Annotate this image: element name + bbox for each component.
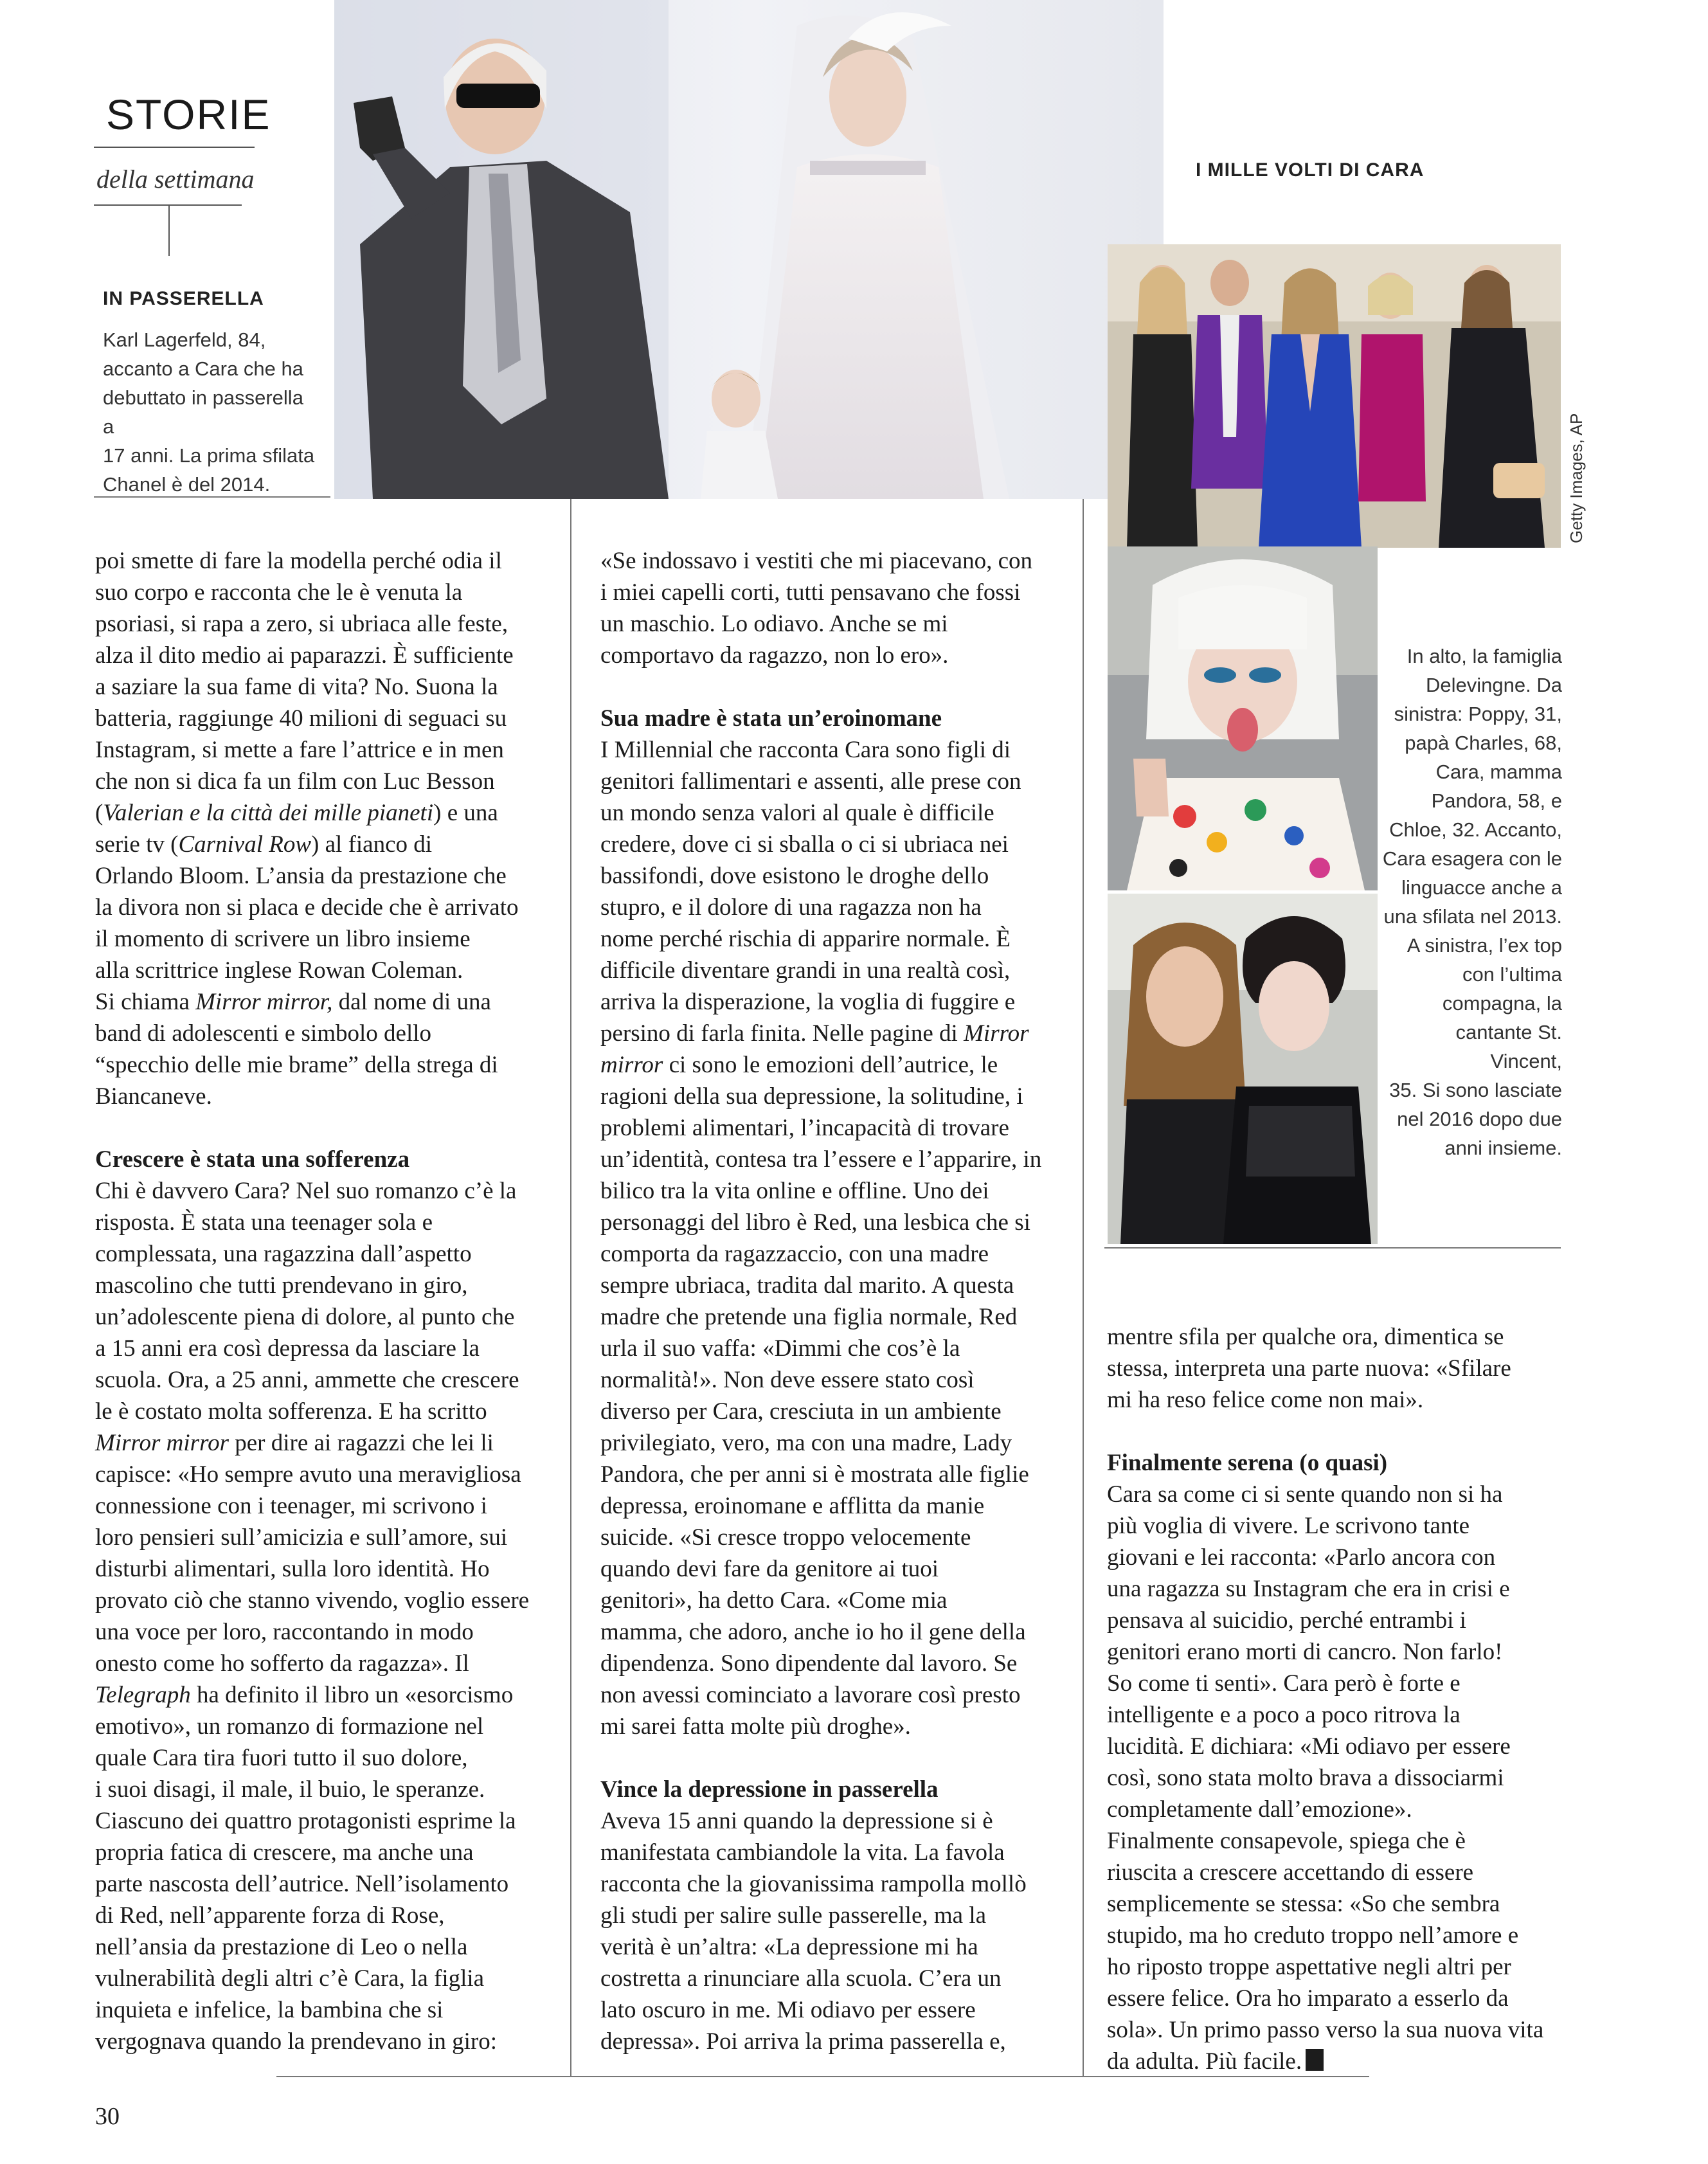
text-line: genitori fallimentari e assenti, alle prese con — [600, 768, 1021, 795]
text-line: mi sarei fatta molte più droghe». — [600, 1713, 911, 1740]
column-rule — [1104, 1247, 1561, 1249]
text-line: disturbi alimentari, sulla loro identità. Ho — [95, 1556, 490, 1582]
header-vertical-rule — [168, 204, 170, 256]
caption-line: Chloe, 32. Accanto, — [1389, 818, 1562, 841]
book-title: Mirror — [964, 1020, 1029, 1047]
end-mark-icon — [1306, 2049, 1324, 2071]
text-line: bassifondi, dove esistono le droghe dello — [600, 863, 989, 889]
text-line: sola». Un primo passo verso la sua nuova vita — [1107, 2017, 1544, 2043]
text-line: vergognava quando la prendevano in giro: — [95, 2028, 498, 2055]
text-line: arriva la disperazione, la voglia di fuggire e — [600, 989, 1016, 1015]
text-line: «Se indossavo i vestiti che mi piacevano, con — [600, 548, 1033, 574]
text-line: intelligente e a poco a poco ritrova la — [1107, 1702, 1461, 1728]
text-line: batteria, raggiunge 40 milioni di seguaci su — [95, 705, 507, 732]
text-line: dipendenza. Sono dipendente dal lavoro. Se — [600, 1650, 1018, 1677]
text-line: sempre ubriaca, tradita dal marito. A questa — [600, 1272, 1014, 1299]
text-line: scuola. Ora, a 25 anni, ammette che crescere — [95, 1367, 519, 1393]
text-line: I Millennial che racconta Cara sono figli di — [600, 737, 1011, 763]
text-line: psoriasi, si rapa a zero, si ubriaca alle feste, — [95, 611, 508, 637]
caption-line: anni insieme. — [1444, 1137, 1562, 1159]
text-line: pensava al suicidio, perché entrambi i — [1107, 1607, 1466, 1634]
text-run: persino di farla finita. Nelle pagine di — [600, 1020, 964, 1047]
text-line — [95, 797, 552, 829]
text-line: giovani e lei racconta: «Parlo ancora con — [1107, 1544, 1496, 1571]
column-rule — [570, 499, 571, 2076]
tongue-photo — [1108, 546, 1378, 890]
text-line: un’identità, contesa tra l’essere e l’apparire, in — [600, 1146, 1042, 1173]
couple-photo — [1108, 894, 1378, 1244]
text-line: mascolino che tutti prendevano in giro, — [95, 1272, 468, 1299]
book-title: mirror — [600, 1052, 663, 1078]
text-line: di Red, nell’apparente forza di Rose, — [95, 1902, 445, 1929]
text-line: a 15 anni era così depressa da lasciare la — [95, 1335, 480, 1362]
text-line: Orlando Bloom. L’ansia da prestazione che — [95, 863, 507, 889]
text-line: suicide. «Si cresce troppo velocemente — [600, 1524, 971, 1551]
text-line: capisce: «Ho sempre avuto una meravigliosa — [95, 1461, 521, 1488]
caption-line: A sinistra, l’ex top — [1407, 934, 1562, 957]
text-line: nome perché rischia di apparire normale. È — [600, 926, 1011, 952]
caption-line: una sfilata nel 2013. — [1383, 905, 1562, 928]
text-line: ho riposto troppe aspettative negli altri per — [1107, 1954, 1511, 1980]
text-line: alza il dito medio ai paparazzi. È sufficiente — [95, 642, 514, 669]
caption-line: 17 anni. La prima sfilata — [103, 444, 315, 467]
caption-line: cantante St. Vincent, — [1455, 1021, 1562, 1072]
caption-line: 35. Si sono lasciate — [1389, 1079, 1562, 1101]
subheading: Sua madre è stata un’eroinomane — [600, 705, 942, 732]
text-line: che non si dica fa un film con Luc Besson — [95, 768, 495, 795]
text-line: loro pensieri sull’amicizia e sull’amore, sui — [95, 1524, 508, 1551]
text-line: i miei capelli corti, tutti pensavano che fossi — [600, 579, 1021, 606]
text-line: stessa, interpreta una parte nuova: «Sfilare — [1107, 1355, 1511, 1382]
text-line: una voce per loro, raccontando in modo — [95, 1619, 474, 1645]
caption-line: Cara, mamma — [1435, 761, 1562, 783]
text-line: completamente dall’emozione». — [1107, 1796, 1412, 1823]
text-line: un mondo senza valori al quale è difficile — [600, 800, 994, 826]
series-title: Carnival Row — [178, 831, 312, 858]
text-line: suo corpo e racconta che le è venuta la — [95, 579, 463, 606]
text-line: Biancaneve. — [95, 1083, 212, 1110]
text-line: mamma, che adoro, anche io ho il gene della — [600, 1619, 1026, 1645]
header-rule — [94, 204, 242, 206]
text-line — [95, 1679, 552, 1711]
sidebar-caption — [1382, 642, 1562, 1162]
subheading: Finalmente serena (o quasi) — [1107, 1450, 1388, 1476]
caption-line: nel 2016 dopo due — [1397, 1108, 1562, 1130]
text-line: Pandora, che per anni si è mostrata alle figlie — [600, 1461, 1029, 1488]
text-line: genitori», ha detto Cara. «Come mia — [600, 1587, 948, 1614]
text-line: quale Cara tira fuori tutto il suo dolore, — [95, 1745, 468, 1771]
caption-line: In alto, la famiglia — [1407, 645, 1562, 667]
caption-rule — [94, 496, 330, 498]
text-line: un’adolescente piena di dolore, al punto che — [95, 1304, 515, 1330]
subheading: Crescere è stata una sofferenza — [95, 1146, 410, 1173]
text-line: mi ha reso felice come non mai». — [1107, 1387, 1424, 1413]
text-run: Si chiama — [95, 989, 196, 1015]
text-line: genitori erano morti di cancro. Non farlo! — [1107, 1639, 1503, 1665]
caption-line: debuttato in passerella a — [103, 386, 303, 438]
article-column-1 — [95, 545, 552, 2057]
text-line: urla il suo vaffa: «Dimmi che cos’è la — [600, 1335, 960, 1362]
book-title: Mirror mirror — [95, 1430, 229, 1456]
text-line — [1107, 2046, 1570, 2077]
text-line — [95, 986, 552, 1018]
text-run: da adulta. Più facile. — [1107, 2048, 1302, 2075]
text-line: lucidità. E dichiara: «Mi odiavo per essere — [1107, 1733, 1511, 1760]
text-line: essere felice. Ora ho imparato a esserlo da — [1107, 1985, 1509, 2012]
text-run: serie tv ( — [95, 831, 179, 858]
text-line: Cara sa come ci si sente quando non si ha — [1107, 1481, 1503, 1508]
text-line: Aveva 15 anni quando la depressione si è — [600, 1808, 993, 1834]
text-line: semplicemente se stessa: «So che sembra — [1107, 1891, 1500, 1917]
text-line — [95, 1427, 552, 1459]
text-line: normalità!». Non deve essere stato così — [600, 1367, 975, 1393]
text-line: poi smette di fare la modella perché odia il — [95, 548, 502, 574]
section-title: STORIE — [106, 91, 271, 138]
text-line: madre che pretende una figlia normale, Red — [600, 1304, 1018, 1330]
text-line: le è costato molta sofferenza. E ha scritto — [95, 1398, 487, 1425]
text-line: stupro, e il dolore di una ragazza non ha — [600, 894, 982, 921]
caption-line: Pandora, 58, e — [1431, 789, 1562, 812]
text-line: Chi è davvero Cara? Nel suo romanzo c’è la — [95, 1178, 517, 1204]
text-line: costretta a rinunciare alla scuola. C’era un — [600, 1965, 1002, 1992]
text-line: parte nascosta dell’autrice. Nell’isolamento — [95, 1871, 509, 1897]
page-number: 30 — [95, 2103, 120, 2130]
text-line: connessione con i teenager, mi scrivono i — [95, 1493, 487, 1519]
text-run: per dire ai ragazzi che lei li — [229, 1430, 494, 1456]
caption-line: compagna, la — [1442, 992, 1562, 1014]
text-line: provato ciò che stanno vivendo, voglio essere — [95, 1587, 530, 1614]
text-run: ha definito il libro un «esorcismo — [190, 1682, 514, 1708]
subheading: Vince la depressione in passerella — [600, 1776, 939, 1803]
runway-caption-title: IN PASSERELLA — [103, 288, 264, 309]
newspaper-title: Telegraph — [95, 1682, 191, 1708]
text-line: un maschio. Lo odiavo. Anche se mi — [600, 611, 948, 637]
text-line: alla scrittrice inglese Rowan Coleman. — [95, 957, 463, 984]
text-line: una ragazza su Instagram che era in crisi e — [1107, 1576, 1510, 1602]
article-column-3 — [1107, 1321, 1570, 2077]
text-line: privilegiato, vero, ma con una madre, Lady — [600, 1430, 1012, 1456]
text-line: la divora non si placa e decide che è arrivato — [95, 894, 519, 921]
family-photo — [1108, 244, 1561, 548]
section-subtitle: della settimana — [96, 165, 255, 194]
film-title: Valerian e la città dei mille pianeti — [103, 800, 434, 826]
text-line: band di adolescenti e simbolo dello — [95, 1020, 432, 1047]
book-title: Mirror mirror, — [195, 989, 333, 1015]
text-run: dal nome di una — [332, 989, 491, 1015]
article-column-2 — [600, 545, 1060, 2057]
text-line: riuscita a crescere accettando di essere — [1107, 1859, 1474, 1886]
text-line — [600, 1049, 1060, 1081]
text-line: mentre sfila per qualche ora, dimentica se — [1107, 1324, 1504, 1350]
runway-caption — [103, 325, 315, 499]
text-line: diverso per Cara, cresciuta in un ambiente — [600, 1398, 1002, 1425]
text-line: comporta da ragazzaccio, con una madre — [600, 1241, 989, 1267]
caption-line: sinistra: Poppy, 31, — [1394, 703, 1562, 725]
column-rule — [1083, 499, 1084, 2076]
text-line: depressa». Poi arriva la prima passerella e, — [600, 2028, 1006, 2055]
text-line: Instagram, si mette a fare l’attrice e in men — [95, 737, 504, 763]
text-line: personaggi del libro è Red, una lesbica che si — [600, 1209, 1030, 1236]
caption-line: Chanel è del 2014. — [103, 473, 271, 496]
runway-photo — [334, 0, 1164, 499]
photo-credit: Getty Images, AP — [1567, 413, 1586, 543]
caption-line: Cara esagera con le — [1382, 847, 1562, 870]
text-line: propria fatica di crescere, ma anche una — [95, 1839, 474, 1866]
text-line: così, sono stata molto brava a dissociarmi — [1107, 1765, 1504, 1791]
text-line: stupido, ma ho creduto troppo nell’amore e — [1107, 1922, 1519, 1949]
caption-line: con l’ultima — [1462, 963, 1562, 986]
text-line: emotivo», un romanzo di formazione nel — [95, 1713, 484, 1740]
text-line: “specchio delle mie brame” della strega di — [95, 1052, 498, 1078]
text-line: i suoi disagi, il male, il buio, le speranze. — [95, 1776, 485, 1803]
text-run: ci sono le emozioni dell’autrice, le — [663, 1052, 998, 1078]
text-line: ragioni della sua depressione, la solitudine, i — [600, 1083, 1023, 1110]
text-line: non avessi cominciato a lavorare così presto — [600, 1682, 1021, 1708]
caption-line: Delevingne. Da — [1426, 674, 1562, 696]
text-line — [95, 829, 552, 860]
caption-line: Karl Lagerfeld, 84, — [103, 329, 266, 351]
sidebar-label: I MILLE VOLTI DI CARA — [1196, 159, 1425, 181]
text-line — [600, 1018, 1060, 1049]
text-line: onesto come ho sofferto da ragazza». Il — [95, 1650, 469, 1677]
text-line: comportavo da ragazzo, non lo ero». — [600, 642, 949, 669]
header-rule — [94, 147, 255, 148]
text-line: verità è un’altra: «La depressione mi ha — [600, 1934, 978, 1960]
text-line: Finalmente consapevole, spiega che è — [1107, 1828, 1466, 1854]
caption-line: accanto a Cara che ha — [103, 357, 303, 380]
caption-line: linguacce anche a — [1401, 876, 1562, 899]
text-line: lato oscuro in me. Mi odiavo per essere — [600, 1997, 976, 2023]
text-line: nell’ansia da prestazione di Leo o nella — [95, 1934, 468, 1960]
text-line: complessata, una ragazzina dall’aspetto — [95, 1241, 472, 1267]
text-line: manifestata cambiandole la vita. La favola — [600, 1839, 1005, 1866]
text-line: difficile diventare grandi in una realtà così, — [600, 957, 1011, 984]
text-line: quando devi fare da genitore ai tuoi — [600, 1556, 939, 1582]
text-line: più voglia di vivere. Le scrivono tante — [1107, 1513, 1470, 1539]
text-line: depressa, eroinomane e afflitta da manie — [600, 1493, 985, 1519]
text-line: a saziare la sua fame di vita? No. Suona la — [95, 674, 498, 700]
text-run: ) e una — [433, 800, 498, 826]
text-line: So come ti senti». Cara però è forte e — [1107, 1670, 1461, 1697]
text-line: racconta che la giovanissima rampolla mollò — [600, 1871, 1027, 1897]
text-run: ( — [95, 800, 103, 826]
text-line: Ciascuno dei quattro protagonisti esprime la — [95, 1808, 516, 1834]
text-line: inquieta e infelice, la bambina che si — [95, 1997, 444, 2023]
caption-line: papà Charles, 68, — [1405, 732, 1562, 754]
text-line: il momento di scrivere un libro insieme — [95, 926, 471, 952]
text-line: risposta. È stata una teenager sola e — [95, 1209, 433, 1236]
text-line: credere, dove ci si sballa o ci si ubriaca nei — [600, 831, 1009, 858]
text-line: gli studi per salire sulle passerelle, ma la — [600, 1902, 987, 1929]
text-line: vulnerabilità degli altri c’è Cara, la figlia — [95, 1965, 485, 1992]
text-line: problemi alimentari, l’incapacità di trovare — [600, 1115, 1009, 1141]
text-run: ) al fianco di — [311, 831, 433, 858]
text-line: bilico tra la vita online e offline. Uno dei — [600, 1178, 989, 1204]
